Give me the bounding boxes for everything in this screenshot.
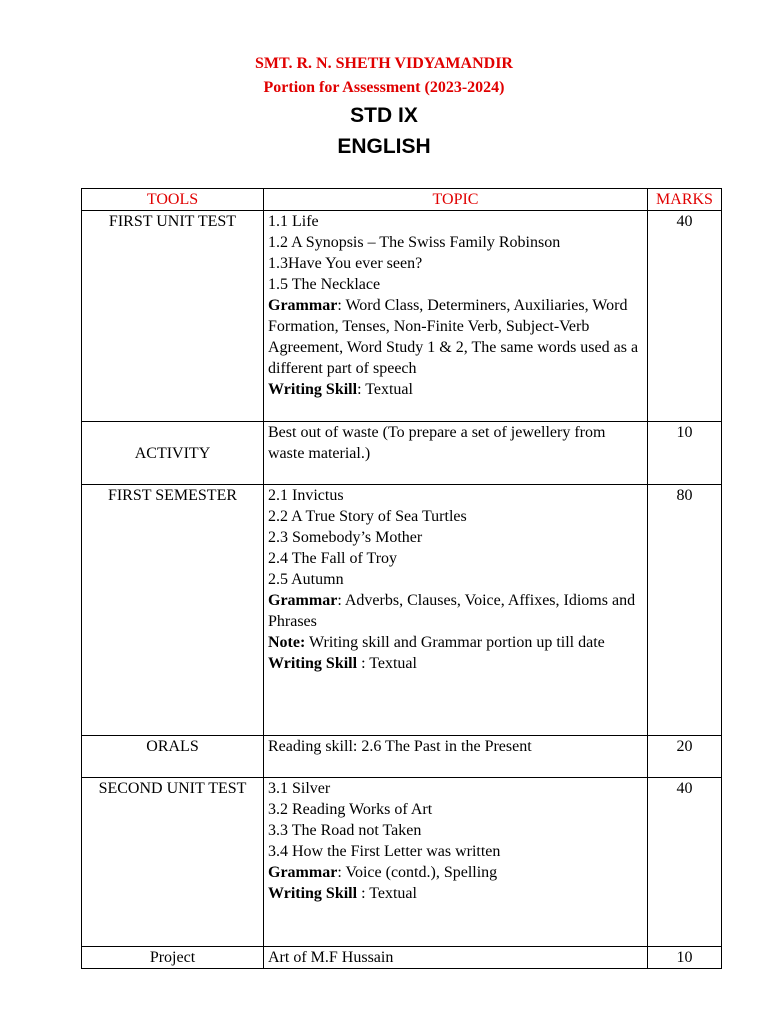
tool-cell: ACTIVITY (82, 422, 264, 485)
writing-skill-label: Writing Skill (268, 885, 358, 902)
tool-cell: SECOND UNIT TEST (82, 778, 264, 947)
column-header-marks: MARKS (648, 189, 722, 211)
topic-line: 1.1 Life (268, 213, 319, 230)
grammar-text: : Voice (contd.), Spelling (337, 864, 498, 881)
table-header-row (82, 189, 722, 211)
grammar-label: Grammar (268, 864, 338, 881)
portion-table (81, 188, 722, 969)
topic-line: 3.2 Reading Works of Art (268, 801, 433, 818)
topic-cell (264, 778, 648, 947)
topic-cell: Art of M.F Hussain (264, 947, 648, 969)
topic-cell (264, 485, 648, 736)
marks-cell: 80 (648, 485, 722, 736)
marks-cell: 40 (648, 778, 722, 947)
grammar-label: Grammar (268, 297, 338, 314)
writing-skill-label: Writing Skill (268, 655, 358, 672)
marks-cell: 20 (648, 736, 722, 778)
assessment-title: Portion for Assessment (2023-2024) (263, 79, 505, 96)
grammar-text: : Word Class, Determiners, Auxiliaries, Word Formation, Tenses, Non-Finite Verb, Subject-Verb Agreement, Word Study 1 & 2, The same words used as a different part of speech (268, 297, 639, 377)
topic-line: 2.1 Invictus (268, 487, 344, 504)
grammar-text: : Adverbs, Clauses, Voice, Affixes, Idioms and Phrases (268, 592, 636, 630)
subject-title: ENGLISH (337, 135, 431, 158)
writing-skill-text: : Textual (357, 885, 417, 902)
topic-cell: Reading skill: 2.6 The Past in the Present (264, 736, 648, 778)
grammar-line (268, 295, 643, 379)
table-row (82, 778, 722, 947)
topic-line: 3.3 The Road not Taken (268, 822, 422, 839)
table-row (82, 422, 722, 485)
tool-cell: FIRST UNIT TEST (82, 211, 264, 422)
writing-skill-text: : Textual (357, 655, 417, 672)
topic-line: 2.3 Somebody’s Mother (268, 529, 423, 546)
marks-cell: 40 (648, 211, 722, 422)
topic-line: 1.3Have You ever seen? (268, 255, 423, 272)
writing-skill-label: Writing Skill (268, 381, 358, 398)
topic-line: 2.2 A True Story of Sea Turtles (268, 508, 467, 525)
note-text: Writing skill and Grammar portion up till date (305, 634, 605, 651)
table-row (82, 736, 722, 778)
standard-title: STD IX (350, 104, 418, 127)
school-name: SMT. R. N. SHETH VIDYAMANDIR (255, 55, 513, 72)
marks-cell: 10 (648, 947, 722, 969)
tool-cell: Project (82, 947, 264, 969)
writing-skill-text: : Textual (357, 381, 413, 398)
note-label: Note: (268, 634, 306, 651)
writing-skill-line (268, 379, 643, 400)
table-row (82, 211, 722, 422)
topic-line: 2.5 Autumn (268, 571, 344, 588)
topic-line: 3.1 Silver (268, 780, 331, 797)
topic-line: 2.4 The Fall of Troy (268, 550, 398, 567)
writing-skill-line (268, 653, 643, 674)
grammar-line (268, 590, 643, 632)
marks-cell: 10 (648, 422, 722, 485)
table-row (82, 947, 722, 969)
grammar-line (268, 862, 643, 883)
column-header-tools: TOOLS (82, 189, 264, 211)
grammar-label: Grammar (268, 592, 338, 609)
topic-line: 1.2 A Synopsis – The Swiss Family Robinson (268, 234, 561, 251)
writing-skill-line (268, 883, 643, 904)
column-header-topic: TOPIC (264, 189, 648, 211)
topic-line: 1.5 The Necklace (268, 276, 381, 293)
tool-cell: FIRST SEMESTER (82, 485, 264, 736)
note-line (268, 632, 643, 653)
tool-cell: ORALS (82, 736, 264, 778)
topic-cell: Best out of waste (To prepare a set of jewellery from waste material.) (264, 422, 648, 485)
topic-line: 3.4 How the First Letter was written (268, 843, 501, 860)
table-row (82, 485, 722, 736)
topic-cell (264, 211, 648, 422)
